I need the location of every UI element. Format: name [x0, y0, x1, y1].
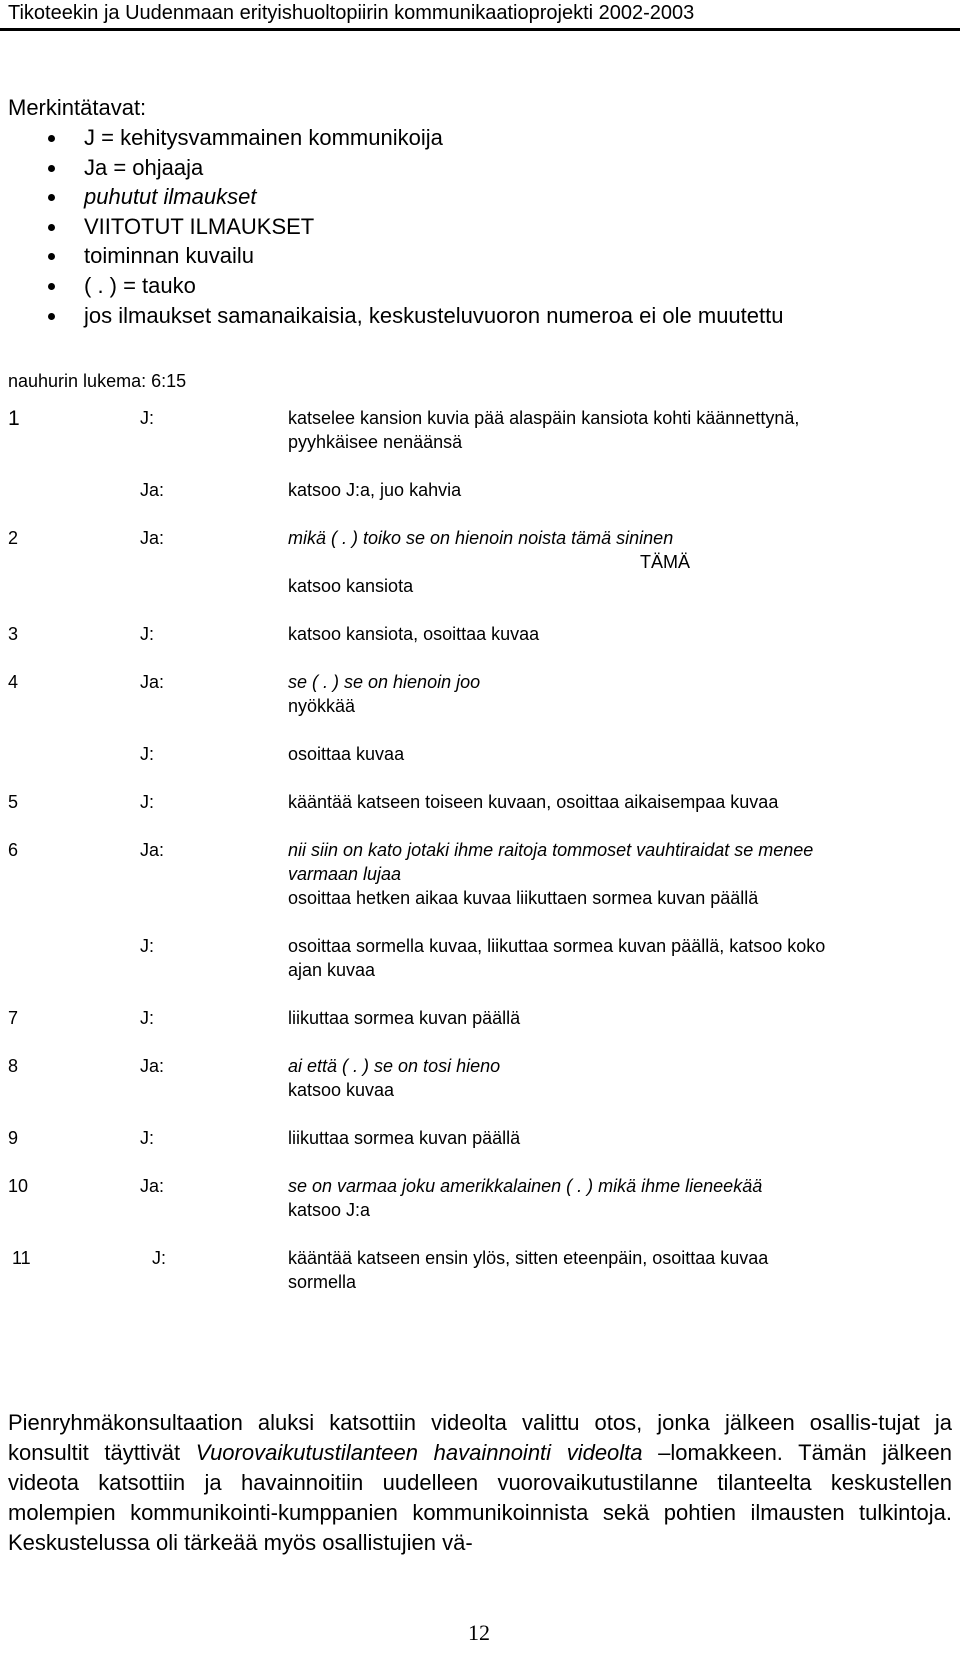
- turn-number: 2: [8, 528, 19, 548]
- legend-item: jos ilmaukset samanaikaisia, keskusteluvuoron numeroa ei ole muutettu: [0, 301, 783, 331]
- page-header: Tikoteekin ja Uudenmaan erityishuoltopiirin kommunikaatioprojekti 2002-2003: [8, 2, 695, 24]
- legend-item: VIITOTUT ILMAUKSET: [0, 212, 783, 242]
- speaker: J:: [140, 1128, 155, 1148]
- action-text: pyyhkäisee nenäänsä: [288, 432, 463, 452]
- legend-title: Merkintätavat:: [8, 95, 147, 120]
- legend-item: toiminnan kuvailu: [0, 241, 783, 271]
- legend-item: J = kehitysvammainen kommunikoija: [0, 123, 783, 153]
- speaker: Ja:: [140, 1056, 165, 1076]
- bullet-icon: [48, 283, 55, 290]
- action-text: kääntää katseen toiseen kuvaan, osoittaa aikaisempaa kuvaa: [288, 792, 779, 812]
- signed-text: TÄMÄ: [640, 552, 691, 572]
- speaker: J:: [140, 408, 155, 428]
- turn-number: 5: [8, 792, 19, 812]
- header-divider: [0, 28, 960, 31]
- speaker: Ja:: [140, 480, 165, 500]
- turn-number: 7: [8, 1008, 19, 1028]
- turn-number: 1: [8, 407, 20, 430]
- action-text: liikuttaa sormea kuvan päällä: [288, 1128, 521, 1148]
- spoken-text: se on varmaa joku amerikkalainen ( . ) mikä ihme lieneekää: [288, 1176, 763, 1196]
- spoken-text: se ( . ) se on hienoin joo: [288, 672, 481, 692]
- speaker: J:: [152, 1248, 167, 1268]
- legend-item: puhutut ilmaukset: [0, 182, 783, 212]
- speaker: Ja:: [140, 528, 165, 548]
- spoken-text: nii siin on kato jotaki ihme raitoja tommoset vauhtiraidat se menee: [288, 840, 814, 860]
- action-text: katsoo kansiota: [288, 576, 414, 596]
- speaker: Ja:: [140, 1176, 165, 1196]
- action-text: ajan kuvaa: [288, 960, 376, 980]
- speaker: Ja:: [140, 840, 165, 860]
- spoken-text: varmaan lujaa: [288, 864, 402, 884]
- action-text: osoittaa hetken aikaa kuvaa liikuttaen sormea kuvan päällä: [288, 888, 759, 908]
- bullet-icon: [48, 224, 55, 231]
- legend-item: Ja = ohjaaja: [0, 153, 783, 183]
- legend-list: [0, 123, 783, 330]
- speaker: J:: [140, 624, 155, 644]
- legend-item: ( . ) = tauko: [0, 271, 783, 301]
- bullet-icon: [48, 194, 55, 201]
- action-text: nyökkää: [288, 696, 356, 716]
- turn-number: 10: [8, 1176, 29, 1196]
- turn-number: 8: [8, 1056, 19, 1076]
- action-text: katsoo J:a: [288, 1200, 371, 1220]
- action-text: sormella: [288, 1272, 357, 1292]
- action-text: osoittaa kuvaa: [288, 744, 405, 764]
- action-text: katselee kansion kuvia pää alaspäin kansiota kohti käännettynä,: [288, 408, 800, 428]
- turn-number: 3: [8, 624, 19, 644]
- body-paragraph: Pienryhmäkonsultaation aluksi katsottiin videolta valittu otos, jonka jälkeen osallis-tujat ja konsultit täyttivät Vuorovaikutustilanteen havainnointi videolta –lomakkeen. Tämän jälkeen videota katsottiin ja havainnoitiin uudelleen vuorovaikutustilanne tilanteelta keskustellen molempien kommunikointi-kumppanien kommunikoinnista sekä pohtien ilmausten tulkintoja. Keskustelussa oli tärkeää myös osallistujien vä-: [8, 1410, 952, 1555]
- speaker: Ja:: [140, 672, 165, 692]
- page-number: 12: [468, 1620, 490, 1645]
- tape-reading: nauhurin lukema: 6:15: [8, 371, 187, 391]
- turn-number: 4: [8, 672, 19, 692]
- action-text: katsoo J:a, juo kahvia: [288, 480, 462, 500]
- speaker: J:: [140, 792, 155, 812]
- action-text: kääntää katseen ensin ylös, sitten eteenpäin, osoittaa kuvaa: [288, 1248, 769, 1268]
- bullet-icon: [48, 135, 55, 142]
- turn-number: 6: [8, 840, 19, 860]
- action-text: liikuttaa sormea kuvan päällä: [288, 1008, 521, 1028]
- action-text: katsoo kansiota, osoittaa kuvaa: [288, 624, 540, 644]
- speaker: J:: [140, 744, 155, 764]
- bullet-icon: [48, 253, 55, 260]
- turn-number: 11: [12, 1248, 31, 1268]
- action-text: osoittaa sormella kuvaa, liikuttaa sormea kuvan päällä, katsoo koko: [288, 936, 826, 956]
- bullet-icon: [48, 165, 55, 172]
- speaker: J:: [140, 936, 155, 956]
- bullet-icon: [48, 313, 55, 320]
- speaker: J:: [140, 1008, 155, 1028]
- action-text: katsoo kuvaa: [288, 1080, 395, 1100]
- turn-number: 9: [8, 1128, 19, 1148]
- spoken-text: ai että ( . ) se on tosi hieno: [288, 1056, 501, 1076]
- spoken-text: mikä ( . ) toiko se on hienoin noista tämä sininen: [288, 528, 674, 548]
